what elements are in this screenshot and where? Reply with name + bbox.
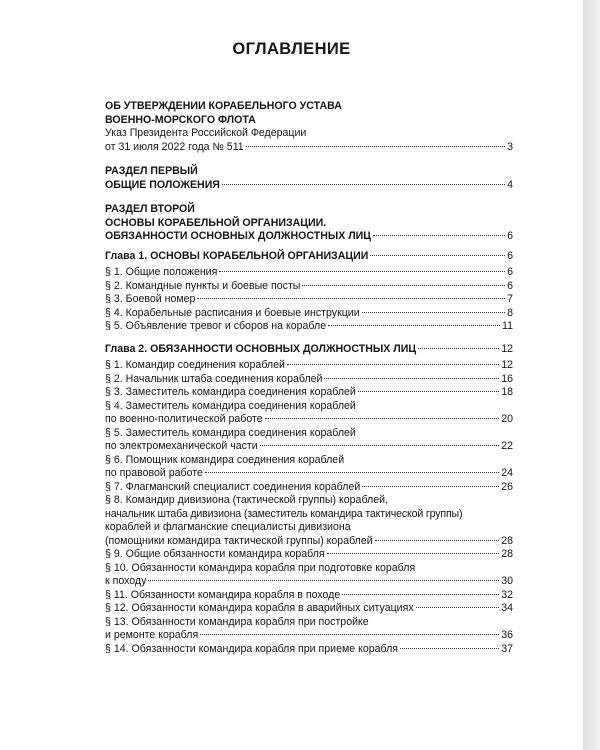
toc-item[interactable] [105,616,513,643]
dot-leader [265,418,500,419]
dot-leader [362,312,505,313]
toc-item[interactable] [105,454,513,481]
toc-entry-section-1[interactable] [105,165,513,192]
toc-item[interactable] [105,307,513,321]
toc-item-text: § 12. Обязанности командира корабля в аварийных ситуациях [105,602,414,614]
toc-item-text: начальник штаба дивизиона (заместитель командира тактической группы) [105,507,463,520]
toc-item-text: § 13. Обязанности командира корабля при постройке [105,615,369,628]
toc-entry-decree[interactable] [105,100,513,154]
toc-item[interactable] [105,359,513,373]
dot-leader [373,235,505,236]
dot-leader [148,580,499,581]
dot-leader [287,364,499,365]
page-number: 18 [501,386,513,398]
toc-item[interactable] [105,266,513,280]
toc-item[interactable] [105,373,513,387]
page-number: 22 [501,440,513,452]
page-number: 3 [507,140,513,153]
toc-item-text: по военно-политической работе [105,413,263,425]
toc-chapter-1[interactable] [105,250,513,264]
page-number: 6 [507,266,513,278]
dot-leader [327,553,500,554]
dot-leader [219,271,505,272]
page-number: 20 [501,413,513,425]
dot-leader [370,255,505,256]
toc-item[interactable] [105,494,513,548]
toc-item-text: (помощники командира тактической группы) кораблей [105,534,373,547]
toc-item[interactable] [105,320,513,334]
page-number: 28 [501,548,513,560]
toc-section1-line1: РАЗДЕЛ ПЕРВЫЙ [105,165,198,177]
dot-leader [342,594,499,595]
toc-item-text: § 4. Заместитель командира соединения кораблей [105,399,356,412]
page-number: 37 [501,642,513,655]
toc-item[interactable] [105,280,513,294]
page-number: 30 [501,575,513,587]
page-number: 12 [501,359,513,371]
page-number: 28 [501,534,513,547]
dot-leader [260,445,500,446]
toc-decree-line1: ОБ УТВЕРЖДЕНИИ КОРАБЕЛЬНОГО УСТАВА [105,100,342,112]
table-of-contents [105,100,513,656]
toc-item-text: § 8. Командир дивизиона (тактической группы) кораблей, [105,494,388,506]
toc-section2-line3: ОБЯЗАННОСТИ ОСНОВНЫХ ДОЛЖНОСТНЫХ ЛИЦ [105,230,372,242]
dot-leader [246,146,505,147]
toc-item-text: § 1. Общие положения [105,266,218,278]
toc-item-text: § 4. Корабельные расписания и боевые инструкции [105,306,360,319]
page-number: 11 [502,320,513,332]
toc-item[interactable] [105,562,513,589]
dot-leader [416,607,500,608]
dot-leader [418,348,499,349]
toc-section1-line2: ОБЩИЕ ПОЛОЖЕНИЯ [105,178,220,191]
toc-entry-section-2[interactable] [105,203,513,244]
page-number: 6 [507,249,513,262]
toc-decree-line4: от 31 июля 2022 года № 511 [105,140,244,153]
toc-chapter-2[interactable] [105,343,513,357]
toc-item-text: и ремонте корабля [105,629,199,641]
toc-item[interactable] [105,293,513,307]
toc-item-text: § 9. Общие обязанности командира корабля [105,548,325,560]
toc-item[interactable] [105,548,513,562]
toc-item-text: к походу [105,575,147,587]
toc-item[interactable] [105,400,513,427]
toc-item[interactable] [105,602,513,616]
toc-item[interactable] [105,481,513,495]
dot-leader [358,391,499,392]
toc-item-text: § 5. Заместитель командира соединения кораблей [105,426,356,439]
toc-section2-line1: РАЗДЕЛ ВТОРОЙ [105,203,195,215]
toc-item-text: § 2. Начальник штаба соединения кораблей [105,372,323,385]
toc-item[interactable] [105,427,513,454]
page-number: 26 [501,480,513,493]
dot-leader [362,486,499,487]
page-title: ОГЛАВЛЕНИЕ [232,40,351,58]
dot-leader [375,540,500,541]
toc-item-text: § 7. Флагманский специалист соединения кораблей [105,480,361,493]
page-number: 4 [507,178,513,191]
page-number: 32 [501,588,513,601]
dot-leader [400,648,499,649]
toc-item-text: § 3. Боевой номер [105,293,196,305]
dot-leader [205,472,499,473]
toc-item-text: по электромеханической части [105,440,258,452]
toc-decree-line3: Указ Президента Российской Федерации [105,127,307,139]
dot-leader [302,285,505,286]
dot-leader [200,634,499,635]
page-edge [583,0,600,750]
toc-item-text: кораблей и флагманские специалисты дивизиона [105,521,351,533]
page-number: 6 [507,230,513,242]
page-number: 34 [501,602,513,614]
page-number: 36 [501,629,513,641]
page-number: 16 [501,372,513,385]
toc-item[interactable] [105,643,513,657]
page-number: 8 [507,306,513,319]
toc-item[interactable] [105,386,513,400]
page-number: 12 [501,342,513,355]
toc-decree-line2: ВОЕННО-МОРСКОГО ФЛОТА [105,113,256,126]
toc-item-text: § 6. Помощник командира соединения кораблей [105,453,345,466]
toc-item-text: по правовой работе [105,467,203,479]
toc-item-text: § 1. Командир соединения кораблей [105,359,285,371]
dot-leader [222,184,505,185]
toc-item-text: § 2. Командные пункты и боевые посты [105,279,301,292]
dot-leader [328,325,500,326]
page-number: 7 [507,293,513,305]
toc-item-text: § 5. Объявление тревог и сборов на корабле [105,320,327,332]
toc-section2-line2: ОСНОВЫ КОРАБЕЛЬНОЙ ОРГАНИЗАЦИИ. [105,216,327,229]
dot-leader [197,298,505,299]
toc-item[interactable] [105,589,513,603]
page-number: 6 [507,279,513,292]
page-number: 24 [501,467,513,479]
toc-item-text: § 10. Обязанности командира корабля при подготовке корабля [105,561,416,574]
dot-leader [324,378,499,379]
toc-chapter1-title: Глава 1. ОСНОВЫ КОРАБЕЛЬНОЙ ОРГАНИЗАЦИИ [105,249,369,262]
toc-item-text: § 11. Обязанности командира корабля в походе [105,588,341,601]
toc-item-text: § 14. Обязанности командира корабля при приеме корабля [105,642,399,655]
toc-chapter2-title: Глава 2. ОБЯЗАННОСТИ ОСНОВНЫХ ДОЛЖНОСТНЫХ ЛИЦ [105,342,417,355]
toc-item-text: § 3. Заместитель командира соединения кораблей [105,386,356,398]
